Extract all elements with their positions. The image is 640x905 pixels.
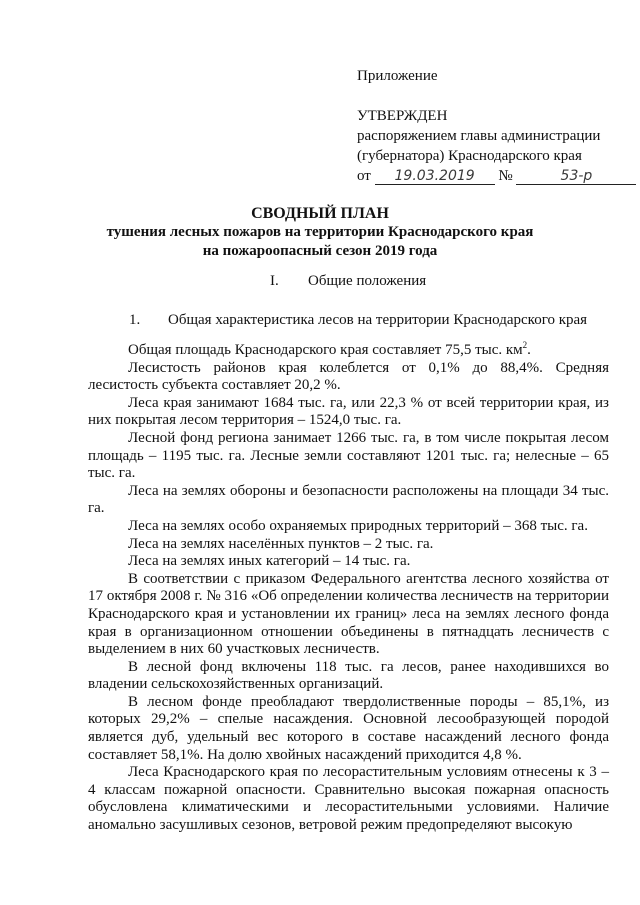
number-label: № [498, 168, 513, 184]
appendix-label: Приложение [357, 68, 438, 84]
title-line-2: тушения лесных пожаров на территории Краснодарского края [106, 224, 534, 240]
subsection-number: 1. [129, 312, 141, 328]
paragraph: В лесном фонде преобладают твердолиственные породы – 85,1%, из которых 29,2% – спелые насаждения. Основной лесообразующей породой является дуб, удельный вес которого в составе насаждений лесного фонда составляет 58,1%. На долю хвойных насаждений приходится 4,8 %. [88, 693, 609, 763]
section-title: Общие положения [308, 273, 427, 289]
handwritten-date: 19.03.2019 [375, 168, 495, 185]
paragraph: Леса на землях иных категорий – 14 тыс. га. [128, 553, 411, 570]
approval-block [357, 66, 617, 186]
paragraph: Леса края занимают 1684 тыс. га, или 22,3 % от всей территории края, из них покрытая лесом территория – 1524,0 тыс. га. [88, 394, 609, 429]
subsection-title: Общая характеристика лесов на территории Краснодарского края [168, 312, 588, 328]
approval-date-number-row [357, 166, 617, 186]
title-line-1: СВОДНЫЙ ПЛАН [251, 205, 389, 222]
paragraph: Лесистость районов края колеблется от 0,1% до 88,4%. Средняя лесистость субъекта составляет 20,2 %. [88, 359, 609, 394]
paragraph: Леса Краснодарского края по лесорастительным условиям отнесены к 3 – 4 классам пожарной опасности. Сравнительно высокая пожарная опасность обусловлена климатическими и лесорастительными условиями. Наличие аномально засушливых сезонов, ветровой режим предопределяют высокую [88, 764, 609, 834]
paragraph: Лесной фонд региона занимает 1266 тыс. га, в том числе покрытая лесом площадь – 1195 тыс. га. Лесные земли составляют 1201 тыс. га; нелесные – 65 тыс. га. [88, 429, 609, 482]
handwritten-number: 53-р [516, 168, 636, 185]
approval-line-2: (губернатора) Краснодарского края [357, 148, 582, 164]
approved-label: УТВЕРЖДЕН [357, 108, 448, 124]
title-line-3: на пожароопасный сезон 2019 года [202, 243, 438, 259]
paragraph: В соответствии с приказом Федерального агентства лесного хозяйства от 17 октября 2008 г. № 316 «Об определении количества лесничеств на территории Краснодарского края и установлении их границ» леса на землях лесного фонда края в организационном отношении объединены в пятнадцать лесничеств с выделением в них 60 участковых лесничеств. [88, 570, 609, 658]
paragraph: Леса на землях особо охраняемых природных территорий – 368 тыс. га. [128, 517, 588, 534]
from-label: от [357, 168, 371, 184]
approval-line-1: распоряжением главы администрации [357, 128, 601, 144]
document-title [0, 204, 640, 261]
paragraph: Общая площадь Краснодарского края составляет 75,5 тыс. $км^2$. [128, 340, 531, 358]
paragraph: Леса на землях обороны и безопасности расположены на площади 34 тыс. га. [88, 482, 609, 517]
body-text [88, 342, 609, 835]
paragraph: Леса на землях населённых пунктов – 2 тыс. га. [128, 535, 434, 552]
section-number: I. [270, 273, 279, 289]
paragraph: В лесной фонд включены 118 тыс. га лесов, ранее находившихся во владении сельскохозяйственных организаций. [88, 658, 609, 693]
